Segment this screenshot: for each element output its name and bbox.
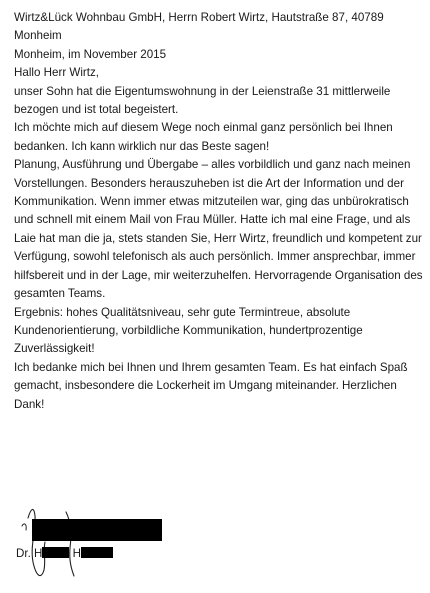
signature-redaction (32, 519, 162, 541)
sender-address-line-2: Monheim (14, 29, 62, 43)
signature-name (16, 547, 113, 561)
paragraph-4: Ergebnis: hohes Qualitätsniveau, sehr gute Termintreue, absolute Kundenorientierung, vorbildliche Kommunikation, hundertprozentige Zuverlässigkeit! (14, 305, 363, 356)
signature-name-prefix: Dr. H (16, 547, 43, 560)
paragraph-5: Ich bedanke mich bei Ihnen und Ihrem gesamten Team. Es hat einfach Spaß gemacht, insbesondere die Lockerheit im Umgang miteinander. Herzlichen Dank! (14, 360, 408, 411)
signature-name-middle: H (72, 547, 82, 560)
sender-address-line-1: Wirtz&Lück Wohnbau GmbH, Herrn Robert Wirtz, Hautstraße 87, 40789 (14, 11, 384, 24)
paragraph-1: unser Sohn hat die Eigentumswohnung in der Leienstraße 31 mittlerweile bezogen und ist total begeistert. (14, 84, 391, 117)
paragraph-2: Ich möchte mich auf diesem Wege noch einmal ganz persönlich bei Ihnen bedanken. Ich kann wirklich nur das Beste sagen! (14, 121, 393, 153)
signature-block (14, 506, 214, 586)
place-date: Monheim, im November 2015 (14, 47, 167, 61)
name-redaction-1 (42, 547, 69, 558)
letter-body (14, 9, 426, 414)
salutation: Hallo Herr Wirtz, (14, 66, 100, 80)
handwritten-signature (14, 506, 214, 586)
name-redaction-2 (81, 547, 113, 558)
sender-address (14, 9, 426, 46)
paragraph-3: Planung, Ausführung und Übergabe – alles vorbildlich und ganz nach meinen Vorstellungen. Besonders herauszuheben ist die Art der Information und der Kommunikation. Wenn immer etwas mitzuteilen war, ging das unbürokratisch und schnell mit einem Mail von Frau Müller. Hatte ich mal eine Frage, und als Laie hat man die ja, stets standen Sie, Herr Wirtz, freundlich und kompetent zur Verfügung, sowohl telefonisch als auch persönlich. Immer ansprechbar, immer hilfsbereit und in der Lage, mir weiterzuhelfen. Hervorragende Organisation des gesamten Teams. (14, 158, 423, 301)
